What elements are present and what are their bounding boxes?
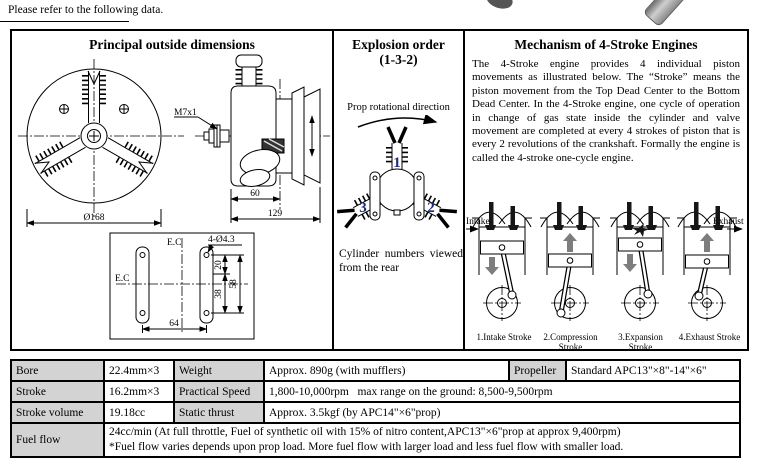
rotation-direction-arrow bbox=[358, 118, 436, 127]
propeller-value: Standard APC13"×8"-14"×6" bbox=[566, 360, 740, 381]
ec-top-label: E.C bbox=[167, 238, 182, 248]
explosion-order-sequence: (1-3-2) bbox=[379, 52, 418, 67]
dim-60-label: 60 bbox=[250, 189, 260, 199]
data-panels-box bbox=[10, 29, 749, 351]
cylinder-number-1: 1 bbox=[393, 155, 401, 171]
exhaust-label: Exhaust bbox=[713, 217, 744, 227]
muffler-photo-small bbox=[484, 0, 515, 12]
ec-left-label: E.C bbox=[115, 274, 130, 284]
cylinder-number-2: 2 bbox=[427, 200, 435, 216]
piston-motion-arrow-up bbox=[700, 233, 714, 252]
stroke-label-intake: 1.Intake Stroke bbox=[476, 332, 532, 342]
table-row bbox=[11, 423, 740, 457]
fuel-flow-label: Fuel flow bbox=[11, 423, 104, 457]
stroke-label-compression: 2.Compression Stroke bbox=[543, 332, 598, 353]
dimensions-drawing bbox=[12, 31, 332, 353]
piston-motion-arrow-down bbox=[485, 257, 499, 275]
intake-label: Intake bbox=[466, 217, 490, 227]
piston-motion-arrow-down bbox=[623, 254, 637, 272]
explosion-order-diagram bbox=[334, 115, 467, 247]
static-thrust-label: Static thrust bbox=[174, 402, 264, 423]
panel-title-dimensions: Principal outside dimensions bbox=[89, 37, 255, 52]
stroke-volume-label: Stroke volume bbox=[11, 402, 104, 423]
fuel-flow-table bbox=[10, 422, 741, 458]
front-screw-right bbox=[120, 105, 129, 114]
fuel-flow-line2: *Fuel flow varies depends upon prop load. More fuel flow with larger load and less fuel flow with smaller load. bbox=[109, 440, 624, 453]
dim-holes-label: 4-Ø4.3 bbox=[208, 235, 235, 245]
muffler-photo-large bbox=[643, 0, 691, 27]
stroke-diagram-compression bbox=[540, 202, 600, 321]
dim-64-label: 64 bbox=[169, 319, 179, 329]
intro-note: Please refer to the following data. bbox=[8, 4, 164, 16]
fuel-flow-value bbox=[104, 423, 740, 457]
mechanism-paragraph: The 4-Stroke engine provides 4 individual piston movements as illustrated below. The “Stroke” means the piston movement from the Top Dead Center to the Bottom Dead Center. In the 4-Stroke engine, one cycle of operation in change of gas state inside the cylinder and valve movement are completed at every 4 strokes of piston that is every 2 revolutions of the crankshaft. Formally the engine is called the 4-stroke one-cycle engine. bbox=[472, 58, 740, 164]
dim-diameter-label: Ø168 bbox=[83, 213, 105, 223]
four-stroke-diagram bbox=[465, 183, 749, 331]
piston-motion-arrow-up bbox=[563, 233, 577, 252]
front-screw-left bbox=[60, 105, 69, 114]
practical-speed-value: 1,800-10,000rpm max range on the ground: 8,500-9,500rpm bbox=[264, 381, 740, 402]
panel-mechanism bbox=[465, 31, 747, 353]
dim-20-label: 20 bbox=[214, 260, 224, 270]
panel-explosion-order bbox=[332, 31, 465, 349]
spec-table bbox=[10, 359, 741, 424]
stroke-label-exhaust: 4.Exhaust Stroke bbox=[678, 332, 741, 342]
table-row bbox=[11, 381, 740, 402]
stroke-label-expansion: 3.Expansion Stroke bbox=[618, 332, 663, 353]
dim-38-label: 38 bbox=[214, 289, 224, 299]
panel-title-explosion: Explosion order bbox=[352, 37, 445, 52]
panel-title-mechanism: Mechanism of 4-Stroke Engines bbox=[514, 37, 698, 52]
panel-principal-dimensions bbox=[12, 31, 332, 349]
dim-129-label: 129 bbox=[267, 209, 283, 219]
bore-value: 22.4mm×3 bbox=[104, 360, 174, 381]
dim-thread-label: M7x1 bbox=[174, 108, 197, 118]
bore-label: Bore bbox=[11, 360, 104, 381]
rear-view-cylinders bbox=[337, 127, 457, 228]
stroke-volume-value: 19.18cc bbox=[104, 402, 174, 423]
table-row bbox=[11, 360, 740, 381]
fuel-flow-line1: 24cc/min (At full throttle, Fuel of synthetic oil with 15% of nitro content,APC13"×6"prop at approx 9,400rpm) bbox=[109, 426, 621, 438]
engine-side-body bbox=[231, 55, 320, 189]
stroke-diagram-expansion bbox=[610, 202, 670, 321]
propeller-label: Propeller bbox=[509, 360, 566, 381]
explosion-caption: Cylinder numbers viewed from the rear bbox=[339, 248, 463, 274]
static-thrust-value: Approx. 3.5kgf (by APC14"×6"prop) bbox=[264, 402, 740, 423]
cylinder-number-3: 3 bbox=[359, 200, 367, 216]
front-view-drawing bbox=[18, 59, 184, 227]
dim-58-label: 58 bbox=[229, 279, 239, 289]
weight-label: Weight bbox=[174, 360, 264, 381]
stroke-label: Stroke bbox=[11, 381, 104, 402]
table-row bbox=[11, 402, 740, 423]
prop-rotation-label: Prop rotational direction bbox=[347, 102, 450, 113]
practical-speed-label: Practical Speed bbox=[174, 381, 264, 402]
weight-value: Approx. 890g (with mufflers) bbox=[264, 360, 509, 381]
stroke-value: 16.2mm×3 bbox=[104, 381, 174, 402]
note-underline bbox=[0, 21, 129, 22]
